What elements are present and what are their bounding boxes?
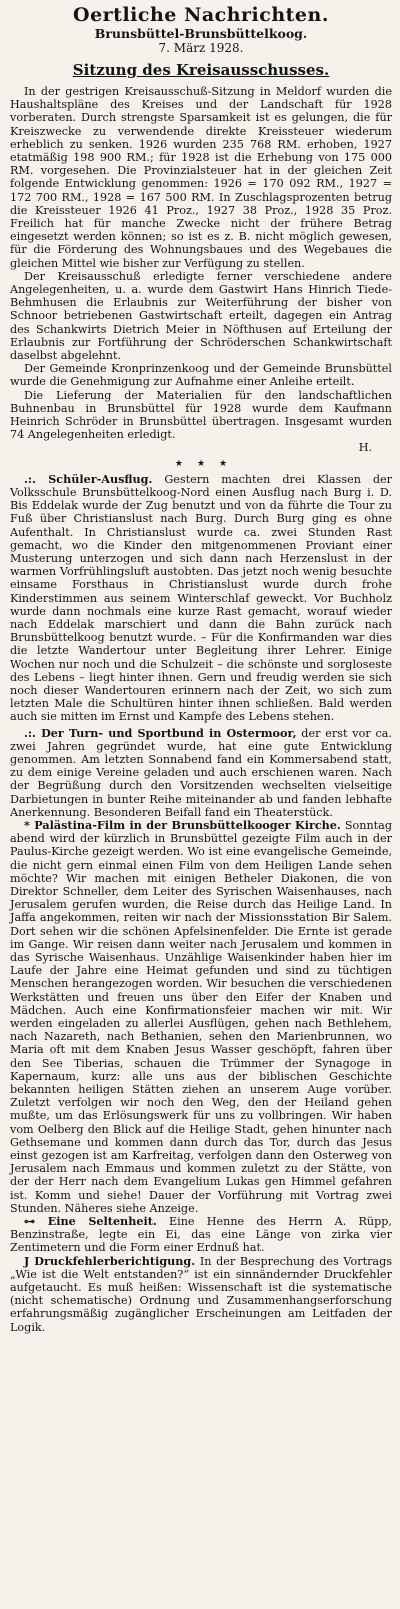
- news-item-heading: .:. Schüler-Ausflug.: [24, 471, 153, 486]
- section-title: Sitzung des Kreisausschusses.: [72, 61, 330, 79]
- masthead: Oertliche Nachrichten.: [73, 4, 329, 26]
- news-item: [10, 1215, 392, 1255]
- news-item-heading: * Palästina-Film in der Brunsbüttelkooger Kirche.: [24, 817, 341, 832]
- news-item-heading: J Druckfehlerberichtigung.: [24, 1253, 196, 1268]
- section-separator: [10, 457, 392, 471]
- news-item-text: In der Besprechung des Vortrags „Wie ist die Welt entstanden?“ ist ein sinnändernder Druckfehler aufgetaucht. Es muß heißen: Wissenschaft ist die systematische (nicht schematische) Ordnung und Zusammenhangserforschung erfahrungsmäßig zugänglicher Erscheinungen am Leitfaden der Logik.: [10, 1254, 392, 1334]
- news-item-heading: .:. Der Turn- und Sportbund in Ostermoor,: [24, 725, 297, 740]
- news-item-text: Sonntag abend wird der kürzlich in Brunsbüttel gezeigte Film auch in der Paulus-Kirche gezeigt werden. Wo ist eine evangelische Gemeinde, die nicht gern einmal einen Film von dem Heiligen Lande sehen möchte? Wir machen mit einigen Betheler Diakonen, die von Direktor Schneller, dem Leiter des Syrischen Waisenhauses, nach Jerusalem gerufen wurden, die Reise durch das Heilige Land. In Jaffa angekommen, reiten wir nach der Missionsstation Bir Salem. Dort sehen wir die schönen Apfelsinenfelder. Die Ernte ist gerade im Gange. Wir reisen dann weiter nach Jerusalem und kommen in das Syrische Waisenhaus. Unzählige Waisenkinder haben hier im Laufe der Jahre eine Heimat gefunden und sind zu tüchtigen Menschen herangezogen worden. Wir besuchen die verschiedenen Werkstätten und freuen uns über den Eifer der Knaben und Mädchen. Auch eine Konfirmationsfeier machen wir mit. Wir werden eingeladen zu allerlei Ausflügen, gehen nach Bethlehem, nach Nazareth, nach Bethanien, sehen den Marienbrunnen, wo Maria oft mit dem Knaben Jesus Wasser geschöpft, fahren über den See Tiberias, schauen die Trümmer der Synagoge in Kapernaum, kurz: alle uns aus der biblischen Geschichte bekannten heiligen Stätten ziehen an unserem Auge vorüber. Zuletzt verfolgen wir noch den Weg, den der Heiland gehen mußte, um das Erlösungswerk für uns zu vollbringen. Wir haben vom Oelberg den Blick auf die Heilige Stadt, gehen hinunter nach Gethsemane und kommen dann durch das Tor, durch das Jesus einst gezogen ist am Karfreitag, verfolgen dann den Osterweg von Jerusalem nach Emmaus und kommen zuletzt zu der Stätte, von der der Herr nach dem Evangelium Lukas gen Himmel gefahren ist. Komm und siehe! Dauer der Vorführung mit Vortrag zwei Stunden. Näheres siehe Anzeige.: [10, 818, 393, 1215]
- news-item: [10, 473, 392, 724]
- star-icon: ★: [219, 458, 228, 469]
- news-item: [10, 1255, 392, 1334]
- place-heading: Brunsbüttel-Brunsbüttelkoog.: [94, 26, 308, 41]
- news-item: [10, 819, 392, 1215]
- author-signature: H.: [358, 441, 372, 455]
- news-item: [10, 727, 392, 819]
- star-icon: ★: [174, 458, 183, 469]
- article-paragraph: Der Gemeinde Kronprinzenkoog und der Gemeinde Brunsbüttel wurde die Genehmigung zur Aufnahme einer Anleihe erteilt.: [10, 362, 392, 389]
- news-item-text: der erst vor ca. zwei Jahren gegründet wurde, hat eine gute Entwicklung genommen. Am letzten Sonnabend fand ein Kommersabend statt, zu dem einige Vereine geladen und auch erschienen waren. Nach der Begrüßung durch den Vorsitzenden wechselten vielseitige Darbietungen in bunter Reihe miteinander ab und fanden lebhafte Anerkennung. Besonderen Beifall fand ein Theaterstück.: [10, 726, 392, 819]
- article-paragraph: Die Lieferung der Materialien für den landschaftlichen Buhnenbau in Brunsbüttel für 1928 wurde dem Kaufmann Heinrich Schröder in Brunsbüttel übertragen. Insgesamt wurden 74 Angelegenheiten erledigt.: [10, 388, 392, 442]
- star-icon: ★: [196, 458, 206, 469]
- news-item-text: Eine Henne des Herrn A. Rüpp, Benzinstraße, legte ein Ei, das eine Länge von zirka vier Zentimetern und die Form einer Erdnuß hat.: [10, 1215, 392, 1255]
- dateline: 7. März 1928.: [158, 41, 244, 55]
- article-paragraph: In der gestrigen Kreisausschuß-Sitzung in Meldorf wurden die Haushaltspläne des Kreises und der Landschaft für 1928 vorberaten. Durch strengste Sparsamkeit ist es gelungen, die für Kreiszwecke zu verwendende direkte Kreissteuer wiederum erheblich zu senken. 1926 wurden 235 768 RM. erhoben, 1927 etatmäßig 198 900 RM.; für 1928 ist die Erhebung von 175 000 RM. vorgesehen. Die Provinzialsteuer hat in der gleichen Zeit folgende Entwicklung genommen: 1926 = 170 092 RM., 1927 = 172 700 RM., 1928 = 167 500 RM. In Zuschlagsprozenten betrug die Kreissteuer 1926 41 Proz., 1927 38 Proz., 1928 35 Proz. Freilich hat für manche Zwecke nicht der frühere Betrag eingesetzt werden können; so ist es z. B. nicht möglich gewesen, für die Förderung des Wohnungsbaues und des Wegebaues die gleichen Mittel wie bisher zur Verfügung zu stellen.: [10, 85, 392, 270]
- news-item-text: Gestern machten drei Klassen der Volksschule Brunsbüttelkoog-Nord einen Ausflug nach Burg i. D. Bis Eddelak wurde der Zug benutzt und von da führte die Tour zu Fuß über Christianslust nach Burg. Durch Burg ging es ohne Aufenthalt. In Christianslust wurde ca. zwei Stunden Rast gemacht, wo die Kinder den mitgenommenen Proviant einer Musterung unterzogen und sich dann nach Herzenslust in der warmen Vorfrühlingsluft austobten. Das jetzt noch wenig besuchte einsame Forsthaus in Christianslust wurde durch frohe Kinderstimmen aus seinem Winterschlaf geweckt. Vor Buchholz wurde dann nochmals eine kurze Rast gemacht, worauf wieder nach Eddelak marschiert und dann die Bahn zurück nach Brunsbüttelkoog benutzt wurde. – Für die Konfirmanden war dies die letzte Wandertour unter Begleitung ihrer Lehrer. Einige Wochen nur noch und die Schulzeit – die schönste und sorgloseste des Lebens – liegt hinter ihnen. Gern und freudig werden sie sich noch dieser Wandertouren erinnern nach der Zeit, wo sich zum letzten Male die Schultüren hinter ihnen schließen. Bald werden auch sie mitten im Ernst und Kampfe des Lebens stehen.: [10, 472, 392, 724]
- article-paragraph: Der Kreisausschuß erledigte ferner verschiedene andere Angelegenheiten, u. a. wurde dem Gastwirt Hans Hinrich Tiede-Behmhusen die Erlaubnis zur Weiterführung der bisher von Schnoor betriebenen Gastwirtschaft erteilt, dagegen ein Antrag des Schankwirts Dietrich Meier in Nöfthusen auf Erteilung der Erlaubnis zur Fortführung der Schröderschen Schankwirtschaft daselbst abgelehnt.: [10, 269, 392, 363]
- news-item-heading: ⊶ Eine Seltenheit.: [24, 1214, 157, 1229]
